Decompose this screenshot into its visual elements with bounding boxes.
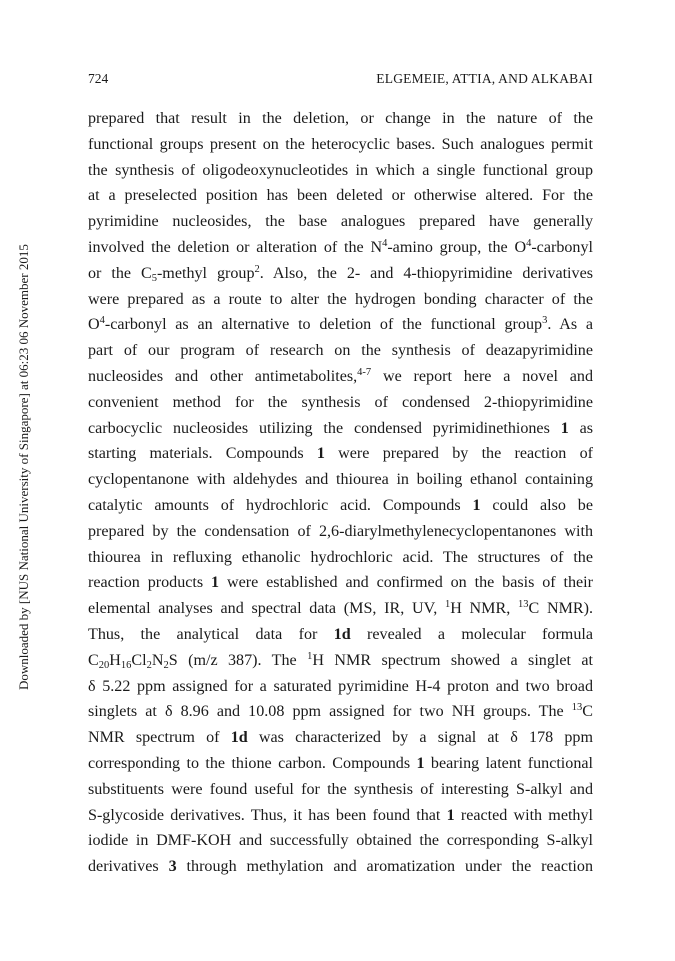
superscript: 4 [99, 315, 105, 327]
superscript: 13 [571, 702, 583, 714]
text-line-10: part of our program of research on the synthesis of deazapyrimidine [88, 342, 593, 360]
text-run: revealed a molecular formula [350, 625, 593, 643]
text-run: singlets at δ 8.96 and 10.08 ppm assigned for two NH groups. The [88, 703, 572, 721]
text-line-24 [88, 699, 593, 725]
text-run: or the C [88, 264, 152, 282]
text-run: . As a [547, 316, 593, 334]
body-text [88, 106, 593, 880]
text-run: H [109, 651, 121, 669]
compound-number: 1 [316, 445, 325, 463]
text-run: C [88, 651, 99, 669]
text-run: starting materials. Compounds [88, 445, 317, 463]
text-run: -methyl group [156, 264, 255, 282]
text-line-11 [88, 364, 593, 390]
text-line-14 [88, 441, 593, 467]
text-run: involved the deletion or alteration of the N [88, 238, 383, 256]
text-line-21 [88, 622, 593, 648]
text-run: N [151, 651, 164, 669]
text-run: elemental analyses and spectral data (MS, IR, UV, [88, 600, 445, 618]
compound-number: 1 [560, 419, 569, 437]
superscript: 13 [517, 599, 529, 611]
text-line-8: were prepared as a route to alter the hydrogen bonding character of the [88, 290, 593, 308]
superscript: 1 [444, 599, 451, 611]
text-run: -carbonyl as an alternative to deletion of the functional group [104, 316, 543, 334]
download-watermark [14, 244, 34, 690]
text-run: -carbonyl [531, 238, 593, 256]
text-run: we report here a novel and [371, 367, 593, 385]
text-line-13 [88, 416, 593, 442]
subscript: 2 [146, 659, 152, 671]
compound-number: 1 [416, 754, 425, 772]
subscript: 5 [151, 272, 157, 284]
text-run: through methylation and aromatization under the reaction [176, 858, 593, 876]
text-line-19 [88, 570, 593, 596]
text-line-18: thiourea in refluxing ethanolic hydrochloric acid. The structures of the [88, 548, 593, 566]
text-line-30 [88, 854, 593, 880]
reference-superscript: 3 [542, 315, 548, 327]
text-run: reaction products [88, 574, 212, 592]
text-run: O [88, 316, 100, 334]
superscript: 1 [307, 650, 313, 662]
text-run: NMR spectrum of [88, 729, 231, 747]
compound-number: 1d [333, 625, 351, 643]
text-run: could also be [480, 496, 593, 514]
text-line-15: cyclopentanone with aldehydes and thiourea in boiling ethanol containing [88, 471, 593, 489]
text-run: derivatives [88, 858, 169, 876]
text-run: H NMR, [450, 600, 518, 618]
text-run: were prepared by the reaction of [324, 445, 593, 463]
text-line-9 [88, 312, 593, 338]
text-run: were established and confirmed on the basis of their [219, 574, 593, 592]
text-run: reacted with methyl [454, 806, 593, 824]
text-line-5: pyrimidine nucleosides, the base analogues prepared have generally [88, 213, 593, 231]
text-run: C NMR). [528, 600, 593, 618]
page-number: 724 [88, 71, 109, 86]
text-run: nucleosides and other antimetabolites, [88, 367, 358, 385]
text-run: Thus, the analytical data for [88, 625, 334, 643]
download-watermark-text: Downloaded by [NUS National University of Singapore] at 06:23 06 November 2015 [16, 244, 31, 690]
text-line-29: iodide in DMF-KOH and successfully obtained the corresponding S-alkyl [88, 832, 593, 850]
text-run: as [568, 419, 593, 437]
text-run: catalytic amounts of hydrochloric acid. Compounds [88, 496, 473, 514]
text-run: -amino group, the O [387, 238, 527, 256]
text-line-23: δ 5.22 ppm assigned for a saturated pyrimidine H-4 proton and two broad [88, 677, 593, 695]
text-run: Cl [131, 651, 147, 669]
text-line-20 [88, 596, 593, 622]
compound-number: 1 [446, 806, 455, 824]
text-line-26 [88, 751, 593, 777]
text-line-12: convenient method for the synthesis of condensed 2-thiopyrimidine [88, 393, 593, 411]
text-line-16 [88, 493, 593, 519]
text-line-6 [88, 235, 593, 261]
text-run: carbocyclic nucleosides utilizing the condensed pyrimidinethiones [88, 419, 561, 437]
subscript: 20 [98, 659, 110, 671]
text-run: . Also, the 2- and 4-thiopyrimidine derivatives [259, 264, 593, 282]
text-run: C [582, 703, 593, 721]
running-head [88, 71, 593, 87]
compound-number: 1d [230, 729, 248, 747]
subscript: 16 [120, 659, 132, 671]
compound-number: 1 [472, 496, 481, 514]
reference-superscript: 4-7 [357, 366, 372, 378]
text-line-1: prepared that result in the deletion, or change in the nature of the [88, 110, 593, 127]
text-line-7 [88, 261, 593, 287]
text-line-22 [88, 648, 593, 674]
text-run: bearing latent functional [424, 754, 593, 772]
compound-number: 1 [211, 574, 220, 592]
text-run: was characterized by a signal at δ 178 ppm [247, 729, 593, 747]
text-run: S (m/z 387). The [168, 651, 308, 669]
text-line-17: prepared by the condensation of 2,6-diarylmethylenecyclopentanones with [88, 522, 593, 540]
text-run: S-glycoside derivatives. Thus, it has been found that [88, 806, 447, 824]
text-line-28 [88, 803, 593, 829]
text-run: H NMR spectrum showed a singlet at [312, 651, 594, 669]
reference-superscript: 2 [254, 263, 260, 275]
text-run: corresponding to the thione carbon. Compounds [88, 754, 417, 772]
running-head-authors: ELGEMEIE, ATTIA, AND ALKABAI [376, 71, 593, 86]
text-line-2: functional groups present on the heterocyclic bases. Such analogues permit [88, 135, 593, 153]
text-line-25 [88, 725, 593, 751]
text-line-3: the synthesis of oligodeoxynucleotides in which a single functional group [88, 161, 593, 179]
text-line-27: substituents were found useful for the synthesis of interesting S-alkyl and [88, 780, 593, 798]
superscript: 4 [382, 237, 388, 249]
text-line-4: at a preselected position has been deleted or otherwise altered. For the [88, 187, 593, 205]
superscript: 4 [526, 237, 532, 249]
subscript: 2 [163, 659, 169, 671]
compound-number: 3 [168, 858, 177, 876]
